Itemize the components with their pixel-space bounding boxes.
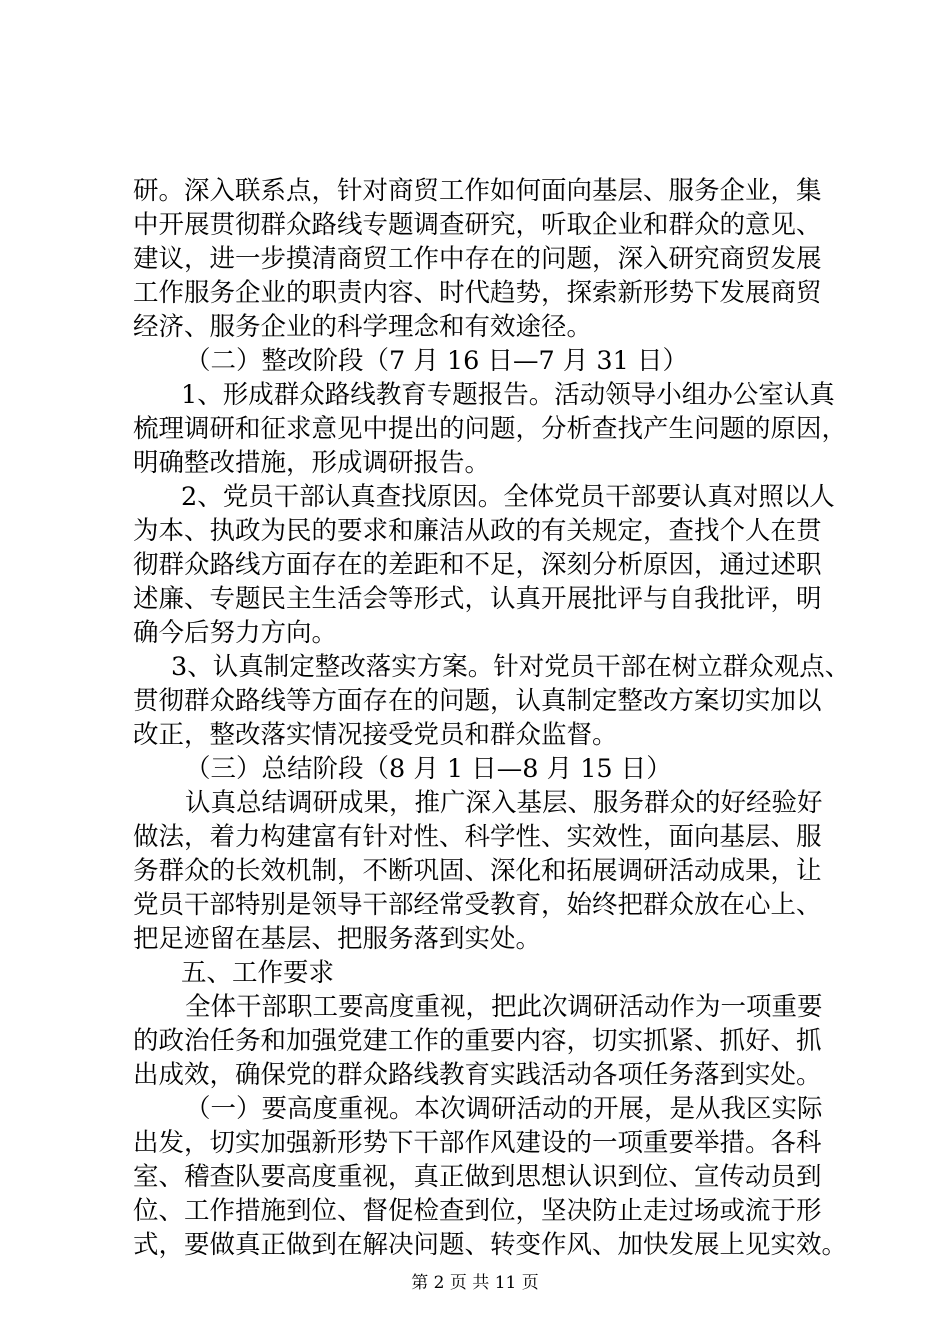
section-heading: （二）整改阶段（7 月 16 日—7 月 31 日） — [185, 346, 688, 376]
text-line: 做法，着力构建富有针对性、科学性、实效性，面向基层、服 — [133, 822, 822, 852]
text-line: 明确整改措施，形成调研报告。 — [133, 448, 491, 478]
text-line: 述廉、专题民主生活会等形式，认真开展批评与自我批评，明 — [133, 584, 822, 614]
text-line: 把足迹留在基层、把服务落到实处。 — [133, 924, 542, 954]
text-line: 为本、执政为民的要求和廉洁从政的有关规定，查找个人在贯 — [133, 516, 822, 546]
text-line: 党员干部特别是领导干部经常受教育，始终把群众放在心上、 — [133, 890, 822, 920]
text-line: 全体干部职工要高度重视，把此次调研活动作为一项重要 — [185, 992, 823, 1022]
text-line: 3、认真制定整改落实方案。针对党员干部在树立群众观点、 — [171, 652, 851, 682]
text-line: 经济、服务企业的科学理念和有效途径。 — [133, 312, 593, 342]
text-line: 认真总结调研成果，推广深入基层、服务群众的好经验好 — [185, 788, 823, 818]
text-line: 确今后努力方向。 — [133, 618, 338, 648]
text-line: 的政治任务和加强党建工作的重要内容，切实抓紧、抓好、抓 — [133, 1026, 822, 1056]
text-line: 室、稽查队要高度重视，真正做到思想认识到位、宣传动员到 — [133, 1162, 822, 1192]
text-line: 改正，整改落实情况接受党员和群众监督。 — [133, 720, 618, 750]
text-line: （一）要高度重视。本次调研活动的开展，是从我区实际 — [185, 1094, 823, 1124]
text-line: 出发，切实加强新形势下干部作风建设的一项重要举措。各科 — [133, 1128, 822, 1158]
text-line: 工作服务企业的职责内容、时代趋势，探索新形势下发展商贸 — [133, 278, 822, 308]
text-line: 梳理调研和征求意见中提出的问题，分析查找产生问题的原因， — [133, 414, 848, 444]
text-line: 贯彻群众路线等方面存在的问题，认真制定整改方案切实加以 — [133, 686, 822, 716]
text-line: 建议，进一步摸清商贸工作中存在的问题，深入研究商贸发展 — [133, 244, 822, 274]
text-line: 2、党员干部认真查找原因。全体党员干部要认真对照以人 — [181, 482, 835, 512]
page-number-footer: 第 2 页 共 11 页 — [411, 1273, 539, 1293]
text-line: 研。深入联系点，针对商贸工作如何面向基层、服务企业，集 — [133, 176, 822, 206]
text-line: 彻群众路线方面存在的差距和不足，深刻分析原因，通过述职 — [133, 550, 822, 580]
section-heading: 五、工作要求 — [181, 958, 335, 988]
text-line: 1、形成群众路线教育专题报告。活动领导小组办公室认真 — [181, 380, 835, 410]
text-line: 式，要做真正做到在解决问题、转变作风、加快发展上见实效。 — [133, 1230, 848, 1260]
section-heading: （三）总结阶段（8 月 1 日—8 月 15 日） — [185, 754, 672, 784]
text-line: 位、工作措施到位、督促检查到位，坚决防止走过场或流于形 — [133, 1196, 822, 1226]
text-line: 中开展贯彻群众路线专题调查研究，听取企业和群众的意见、 — [133, 210, 822, 240]
text-line: 务群众的长效机制，不断巩固、深化和拓展调研活动成果，让 — [133, 856, 822, 886]
text-line: 出成效，确保党的群众路线教育实践活动各项任务落到实处。 — [133, 1060, 822, 1090]
